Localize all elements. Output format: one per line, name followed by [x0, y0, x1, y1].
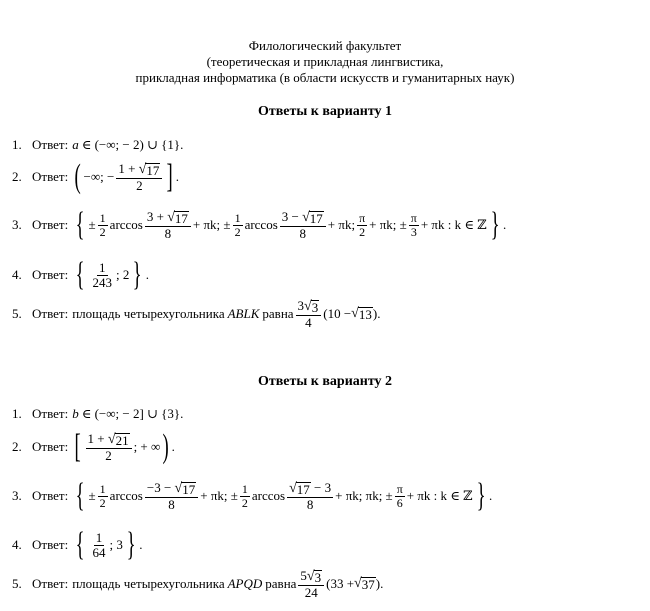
answer-label: Ответ:: [32, 406, 69, 421]
fraction: $\frac{1}{2}$: [99, 481, 106, 510]
brace-open: {: [75, 477, 85, 514]
expr-part: (33 +: [326, 576, 355, 592]
answer-label: Ответ:: [32, 439, 69, 454]
arccos-label: arccos: [244, 217, 278, 232]
expr-part: + πk; ±: [192, 217, 231, 232]
fraction: 3 √ 3 4: [296, 299, 322, 330]
expr-part: + πk : k ∈ ℤ: [420, 217, 487, 232]
answer-end: .: [380, 576, 384, 592]
answer-number: 2.: [12, 169, 22, 184]
v1-answer-2: [12, 160, 179, 194]
answer-number: 5.: [12, 306, 22, 322]
answer-end: .: [377, 306, 381, 322]
brace-close: }: [490, 206, 500, 243]
answer-number: 1.: [12, 137, 22, 152]
answer-number: 3.: [12, 488, 22, 503]
expr-part: (10 −: [323, 306, 352, 322]
header-line-1: Филологический факультет: [248, 38, 402, 53]
answer-label: Ответ:: [32, 537, 69, 552]
variable: b: [72, 406, 79, 421]
answer-number: 4.: [12, 537, 22, 552]
expr-part: ; 2: [116, 267, 130, 282]
answer-label: Ответ:: [32, 488, 69, 503]
expr-part: + πk; πk; ±: [335, 488, 393, 503]
bracket-open: (: [74, 158, 81, 195]
fraction: $\frac{1}{2}$: [99, 210, 106, 239]
brace-close: }: [126, 526, 136, 563]
v2-answer-2: [12, 430, 175, 464]
faculty-header: [0, 38, 650, 86]
brace-close: }: [476, 477, 486, 514]
answer-end: .: [175, 169, 179, 184]
frac-num-text: 1 +: [118, 160, 139, 176]
answer-label: Ответ:: [32, 306, 69, 322]
answer-expr: ∈ (−∞; − 2] ∪ {3}: [81, 406, 181, 421]
answer-label: Ответ:: [32, 137, 69, 152]
sqrt: √ 17: [138, 161, 160, 178]
fraction: $\frac{1}{2}$: [234, 210, 241, 239]
answer-label: Ответ:: [32, 217, 69, 232]
fraction: $\frac{1}{2}$: [241, 481, 248, 510]
v1-answer-4: [12, 258, 149, 292]
expr-part: + πk : k ∈ ℤ: [406, 488, 473, 503]
v1-answer-3: [12, 208, 506, 242]
arccos-label: arccos: [109, 488, 143, 503]
expr-part: ; 3: [109, 537, 123, 552]
fraction: $\frac{\pi}{2}$: [359, 210, 366, 239]
answer-end: .: [503, 217, 507, 232]
v2-answer-5: [12, 569, 383, 600]
bracket-close: ]: [166, 158, 174, 195]
answer-text: равна: [265, 576, 297, 592]
variant-1-title: Ответы к варианту 1: [257, 104, 393, 119]
answer-end: .: [180, 406, 184, 421]
v2-answer-4: [12, 528, 142, 562]
fraction: √ 17 − 3 8: [289, 479, 332, 512]
answer-expr: ; + ∞: [133, 439, 161, 454]
fraction: $\frac{1}{243}$: [92, 259, 113, 290]
v2-answer-1: [12, 406, 183, 422]
header-line-2: (теоретическая и прикладная лингвистика,: [206, 54, 444, 69]
v1-answer-1: [12, 137, 183, 153]
answer-end: .: [488, 488, 493, 503]
fraction: 5 √ 3 24: [298, 569, 324, 600]
answer-end: .: [145, 267, 149, 282]
answer-number: 3.: [12, 217, 22, 232]
header-line-3: прикладная информатика (в области искусств и гуманитарных наук): [135, 70, 515, 85]
bracket-close: ): [162, 428, 170, 465]
sqrt-arg: 17: [146, 162, 160, 178]
arccos-label: arccos: [251, 488, 286, 503]
figure-name: APQD: [227, 576, 263, 592]
variable: a: [72, 137, 79, 152]
v1-answer-5: [12, 299, 380, 330]
fraction: $\frac{\pi}{6}$: [396, 481, 403, 510]
answer-expr: ∈ (−∞; − 2) ∪ {1}: [81, 137, 181, 152]
answer-number: 4.: [12, 267, 22, 282]
v2-answer-3: [12, 479, 492, 513]
expr-part: + πk;: [327, 217, 356, 232]
fraction: 3 + √ 17 8: [145, 210, 191, 241]
fraction: $\frac{\pi}{3}$: [410, 210, 417, 239]
expr-part: ): [375, 576, 381, 592]
sqrt: √ 13: [351, 305, 372, 322]
answer-label: Ответ:: [32, 267, 69, 282]
bracket-open: [: [74, 428, 81, 465]
answer-number: 1.: [12, 406, 22, 421]
expr-part: ±: [88, 217, 96, 232]
fraction: 3 − √ 17 8: [280, 210, 326, 241]
answer-end: .: [180, 137, 184, 152]
answer-text: площадь четырехугольника: [72, 306, 225, 322]
answer-end: .: [171, 439, 175, 454]
answer-number: 2.: [12, 439, 22, 454]
expr-part: ): [372, 306, 378, 322]
sqrt: √ 37: [354, 575, 375, 592]
answer-text: равна: [262, 306, 294, 322]
answer-text: площадь четырехугольника: [72, 576, 225, 592]
expr-part: + πk; ±: [369, 217, 407, 232]
expr-part: + πk; ±: [200, 488, 238, 503]
figure-name: ABLK: [227, 306, 260, 322]
fraction: 1 + √ 21 2: [86, 432, 132, 463]
brace-open: {: [75, 256, 85, 293]
brace-open: {: [75, 526, 85, 563]
fraction: −3 − √ 17 8: [145, 481, 198, 512]
answer-label: Ответ:: [32, 169, 69, 184]
variant-2-title: Ответы к варианту 2: [257, 374, 393, 389]
answer-expr: −∞; −: [83, 169, 115, 184]
answer-end: .: [139, 537, 143, 552]
brace-open: {: [75, 206, 85, 243]
arccos-label: arccos: [109, 217, 143, 232]
brace-close: }: [133, 256, 143, 293]
frac-den: 2: [136, 177, 143, 193]
fraction: $\frac{1}{64}$: [92, 529, 106, 560]
answer-number: 5.: [12, 576, 22, 592]
expr-part: ±: [88, 488, 96, 503]
answer-label: Ответ:: [32, 576, 69, 592]
fraction: [116, 162, 162, 193]
